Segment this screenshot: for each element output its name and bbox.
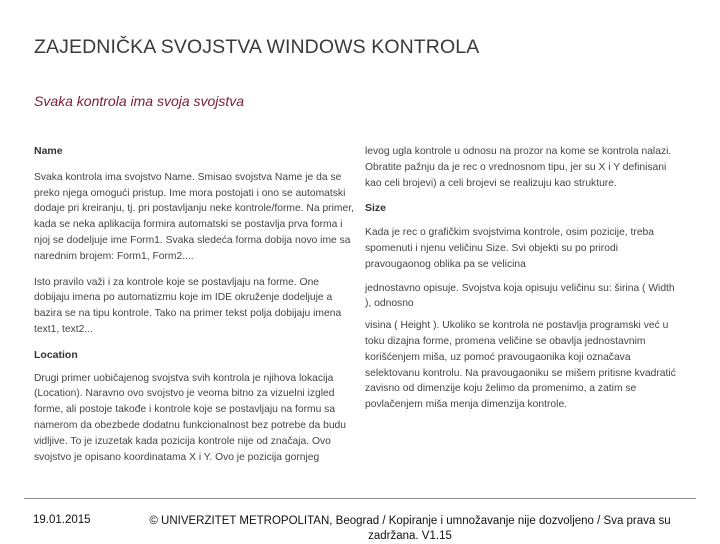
footer-copyright: © UNIVERZITET METROPOLITAN, Beograd / Kopiranje i umnožavanje nije dozvoljeno / Sva prava su zadržana. V1.15 <box>149 515 671 542</box>
location-paragraph-1: Drugi primer uobičajenog svojstva svih kontrola je njihova lokacija (Location). Naravno ovo svojstvo je veoma bitno za vizuelni izgled forme, ali postoje takođe i kontrole koje se postavljaju na formu sa namerom da obezbede dodatnu funkcionalnost bez potrebe da budu vidljive. To je izuzetak kada pozicija kontrole nije od značaja. Ovo svojstvo je opisano koordinatama X i Y. Ovo je pozicija gornjeg <box>34 372 346 463</box>
left-column <box>34 144 356 475</box>
location-paragraph-continued: levog ugla kontrole u odnosu na prozor na kome se kontrola nalazi. Obratite pažnju da je rec o vrednosnom tipu, jer su X i Y definisani kao celi brojevi) a celi brojevi se realizuju kao strukture. <box>365 146 672 189</box>
name-paragraph-1: Svaka kontrola ima svojstvo Name. Smisao svojstva Name je da se preko njega omogući pristup. Ime mora postojati i ono se automatski dodaje pri kreiranju, tj. pri postavljanju neke kontrole/forme. Na primer, kada se neka aplikacija formira automatski se postavlja prva forma i njoj se dodeljuje ime Form1. Svaka sledeća forma dobija novo ime sa narednim brojem: Form1, Form2.... <box>34 171 354 262</box>
size-paragraph-1: Kada je rec o grafičkim svojstvima kontrole, osim pozicije, treba spomenuti i njenu veličinu Size. Svi objekti su po prirodi pravougaonog oblika pa se velicina <box>365 227 654 270</box>
location-heading: Location <box>34 348 78 361</box>
footer-date: 19.01.2015 <box>33 514 91 526</box>
size-paragraph-2: jednostavno opisuje. Svojstva koja opisuju veličinu su: širina ( Width ), odnosno <box>365 282 675 310</box>
size-paragraph-3: visina ( Height ). Ukoliko se kontrola ne postavlja programski već u toku dizajna forme, promena veličine se obavlja jednostavnim korišćenjem miša, uz pomoć pravougaonika koji označava selektovanu kontrolu. Na pravougaoniku se mišem pritisne kvadratić zavisno od dimenzije koju želimo da promenimo, a zatim se povlačenjem miša menja dimenzija kontrole. <box>365 320 676 411</box>
size-heading: Size <box>365 202 387 215</box>
slide-title: ZAJEDNIČKA SVOJSTVA WINDOWS KONTROLA <box>34 36 480 58</box>
right-column <box>365 144 683 423</box>
name-paragraph-2: Isto pravilo važi i za kontrole koje se postavljaju na forme. One dobijaju imena po automatizmu koje im IDE okruženje dodeljuje a bazira se na tipu kontrole. Tako na primer tekst polja dobijaju imena text1, text2... <box>34 276 342 335</box>
slide-subtitle: Svaka kontrola ima svoja svojstva <box>34 93 245 109</box>
name-heading: Name <box>34 145 63 157</box>
